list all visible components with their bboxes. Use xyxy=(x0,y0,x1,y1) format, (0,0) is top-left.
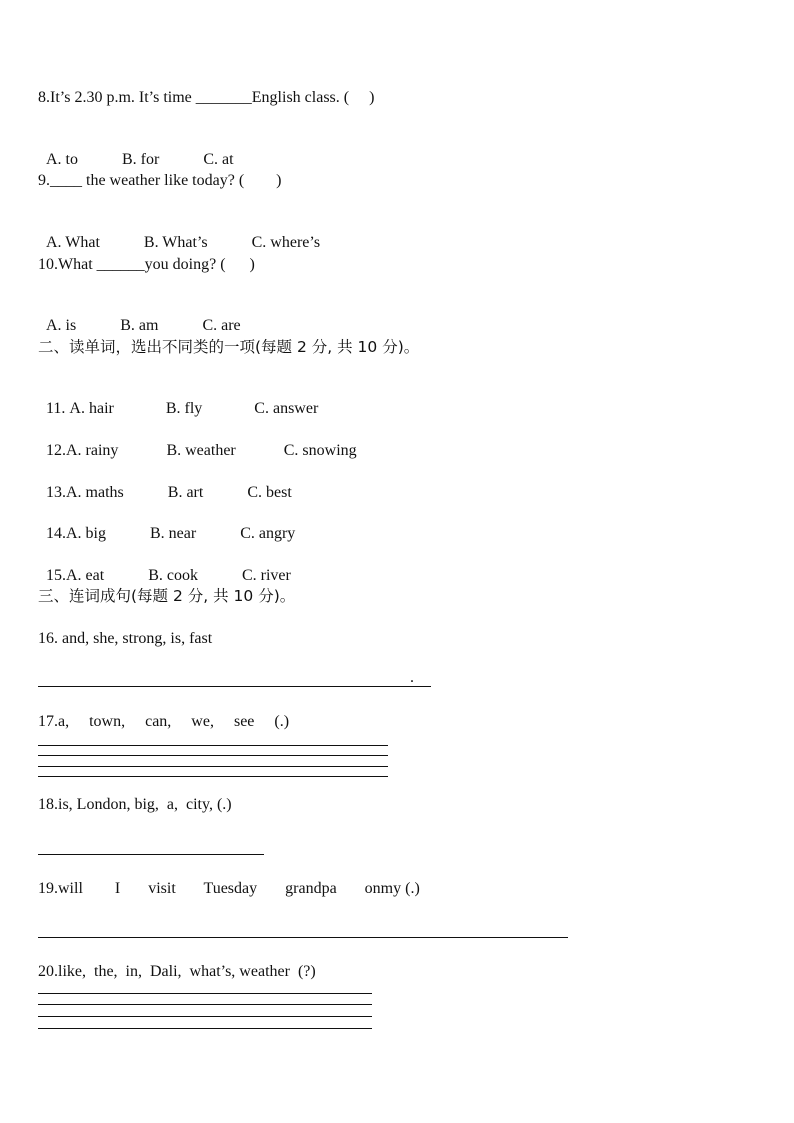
question-8-stem: 8.It’s 2.30 p.m. It’s time _______English class. ( ) xyxy=(38,89,375,106)
option-a: A. What xyxy=(46,234,100,251)
option-b: B. near xyxy=(150,525,197,542)
option-c: C. angry xyxy=(240,525,296,542)
question-number: 12. xyxy=(46,442,66,459)
question-11 xyxy=(38,379,318,419)
question-19: 19.will I visit Tuesday grandpa onmy (.) xyxy=(38,880,420,897)
question-16: 16. and, she, strong, is, fast xyxy=(38,630,213,647)
question-9-options xyxy=(38,213,320,253)
question-10-stem: 10.What ______you doing? ( ) xyxy=(38,256,255,273)
option-a: A. rainy xyxy=(66,442,119,459)
question-17: 17.a, town, can, we, see (.) xyxy=(38,713,290,730)
option-a: A. eat xyxy=(66,567,105,584)
option-c: C. answer xyxy=(254,400,319,417)
question-number: 14. xyxy=(46,525,66,542)
answer-line xyxy=(38,1004,372,1005)
option-a: A. to xyxy=(46,151,78,168)
answer-line-period: . xyxy=(410,669,414,686)
answer-line xyxy=(38,854,264,855)
option-a: A. is xyxy=(46,317,77,334)
question-14 xyxy=(38,504,295,544)
answer-line xyxy=(38,937,568,938)
question-number: 11. xyxy=(46,400,70,417)
answer-line xyxy=(38,993,372,994)
answer-line xyxy=(38,686,431,687)
option-a: A. big xyxy=(66,525,106,542)
section-2-heading: 二、读单词，选出不同类的一项(每题 2 分, 共 10 分)。 xyxy=(38,338,420,356)
question-12 xyxy=(38,421,357,461)
option-c: C. river xyxy=(241,567,291,584)
answer-line xyxy=(38,755,388,756)
section-3-heading: 三、连词成句(每题 2 分, 共 10 分)。 xyxy=(38,587,296,605)
option-c: C. where’s xyxy=(251,234,321,251)
answer-line xyxy=(38,745,388,746)
answer-line xyxy=(38,1028,372,1029)
question-15 xyxy=(38,546,291,586)
question-number: 15. xyxy=(46,567,66,584)
question-number: 13. xyxy=(46,484,66,501)
answer-line xyxy=(38,766,388,767)
option-b: B. cook xyxy=(148,567,198,584)
question-13 xyxy=(38,463,292,503)
question-20: 20.like, the, in, Dali, what’s, weather (?) xyxy=(38,963,316,980)
option-b: B. art xyxy=(167,484,204,501)
option-c: C. best xyxy=(247,484,292,501)
question-18: 18.is, London, big, a, city, (.) xyxy=(38,796,232,813)
option-b: B. fly xyxy=(165,400,203,417)
option-c: C. snowing xyxy=(283,442,357,459)
option-b: B. What’s xyxy=(143,234,208,251)
question-10-options xyxy=(38,296,241,336)
answer-line xyxy=(38,1016,372,1017)
option-b: B. weather xyxy=(166,442,236,459)
answer-line xyxy=(38,776,388,777)
option-a: A. hair xyxy=(69,400,114,417)
option-c: C. are xyxy=(202,317,241,334)
question-9-stem: 9.____ the weather like today? ( ) xyxy=(38,172,282,189)
question-8-options xyxy=(38,130,234,170)
option-b: B. am xyxy=(120,317,159,334)
option-c: C. at xyxy=(203,151,234,168)
option-b: B. for xyxy=(122,151,160,168)
option-a: A. maths xyxy=(66,484,124,501)
